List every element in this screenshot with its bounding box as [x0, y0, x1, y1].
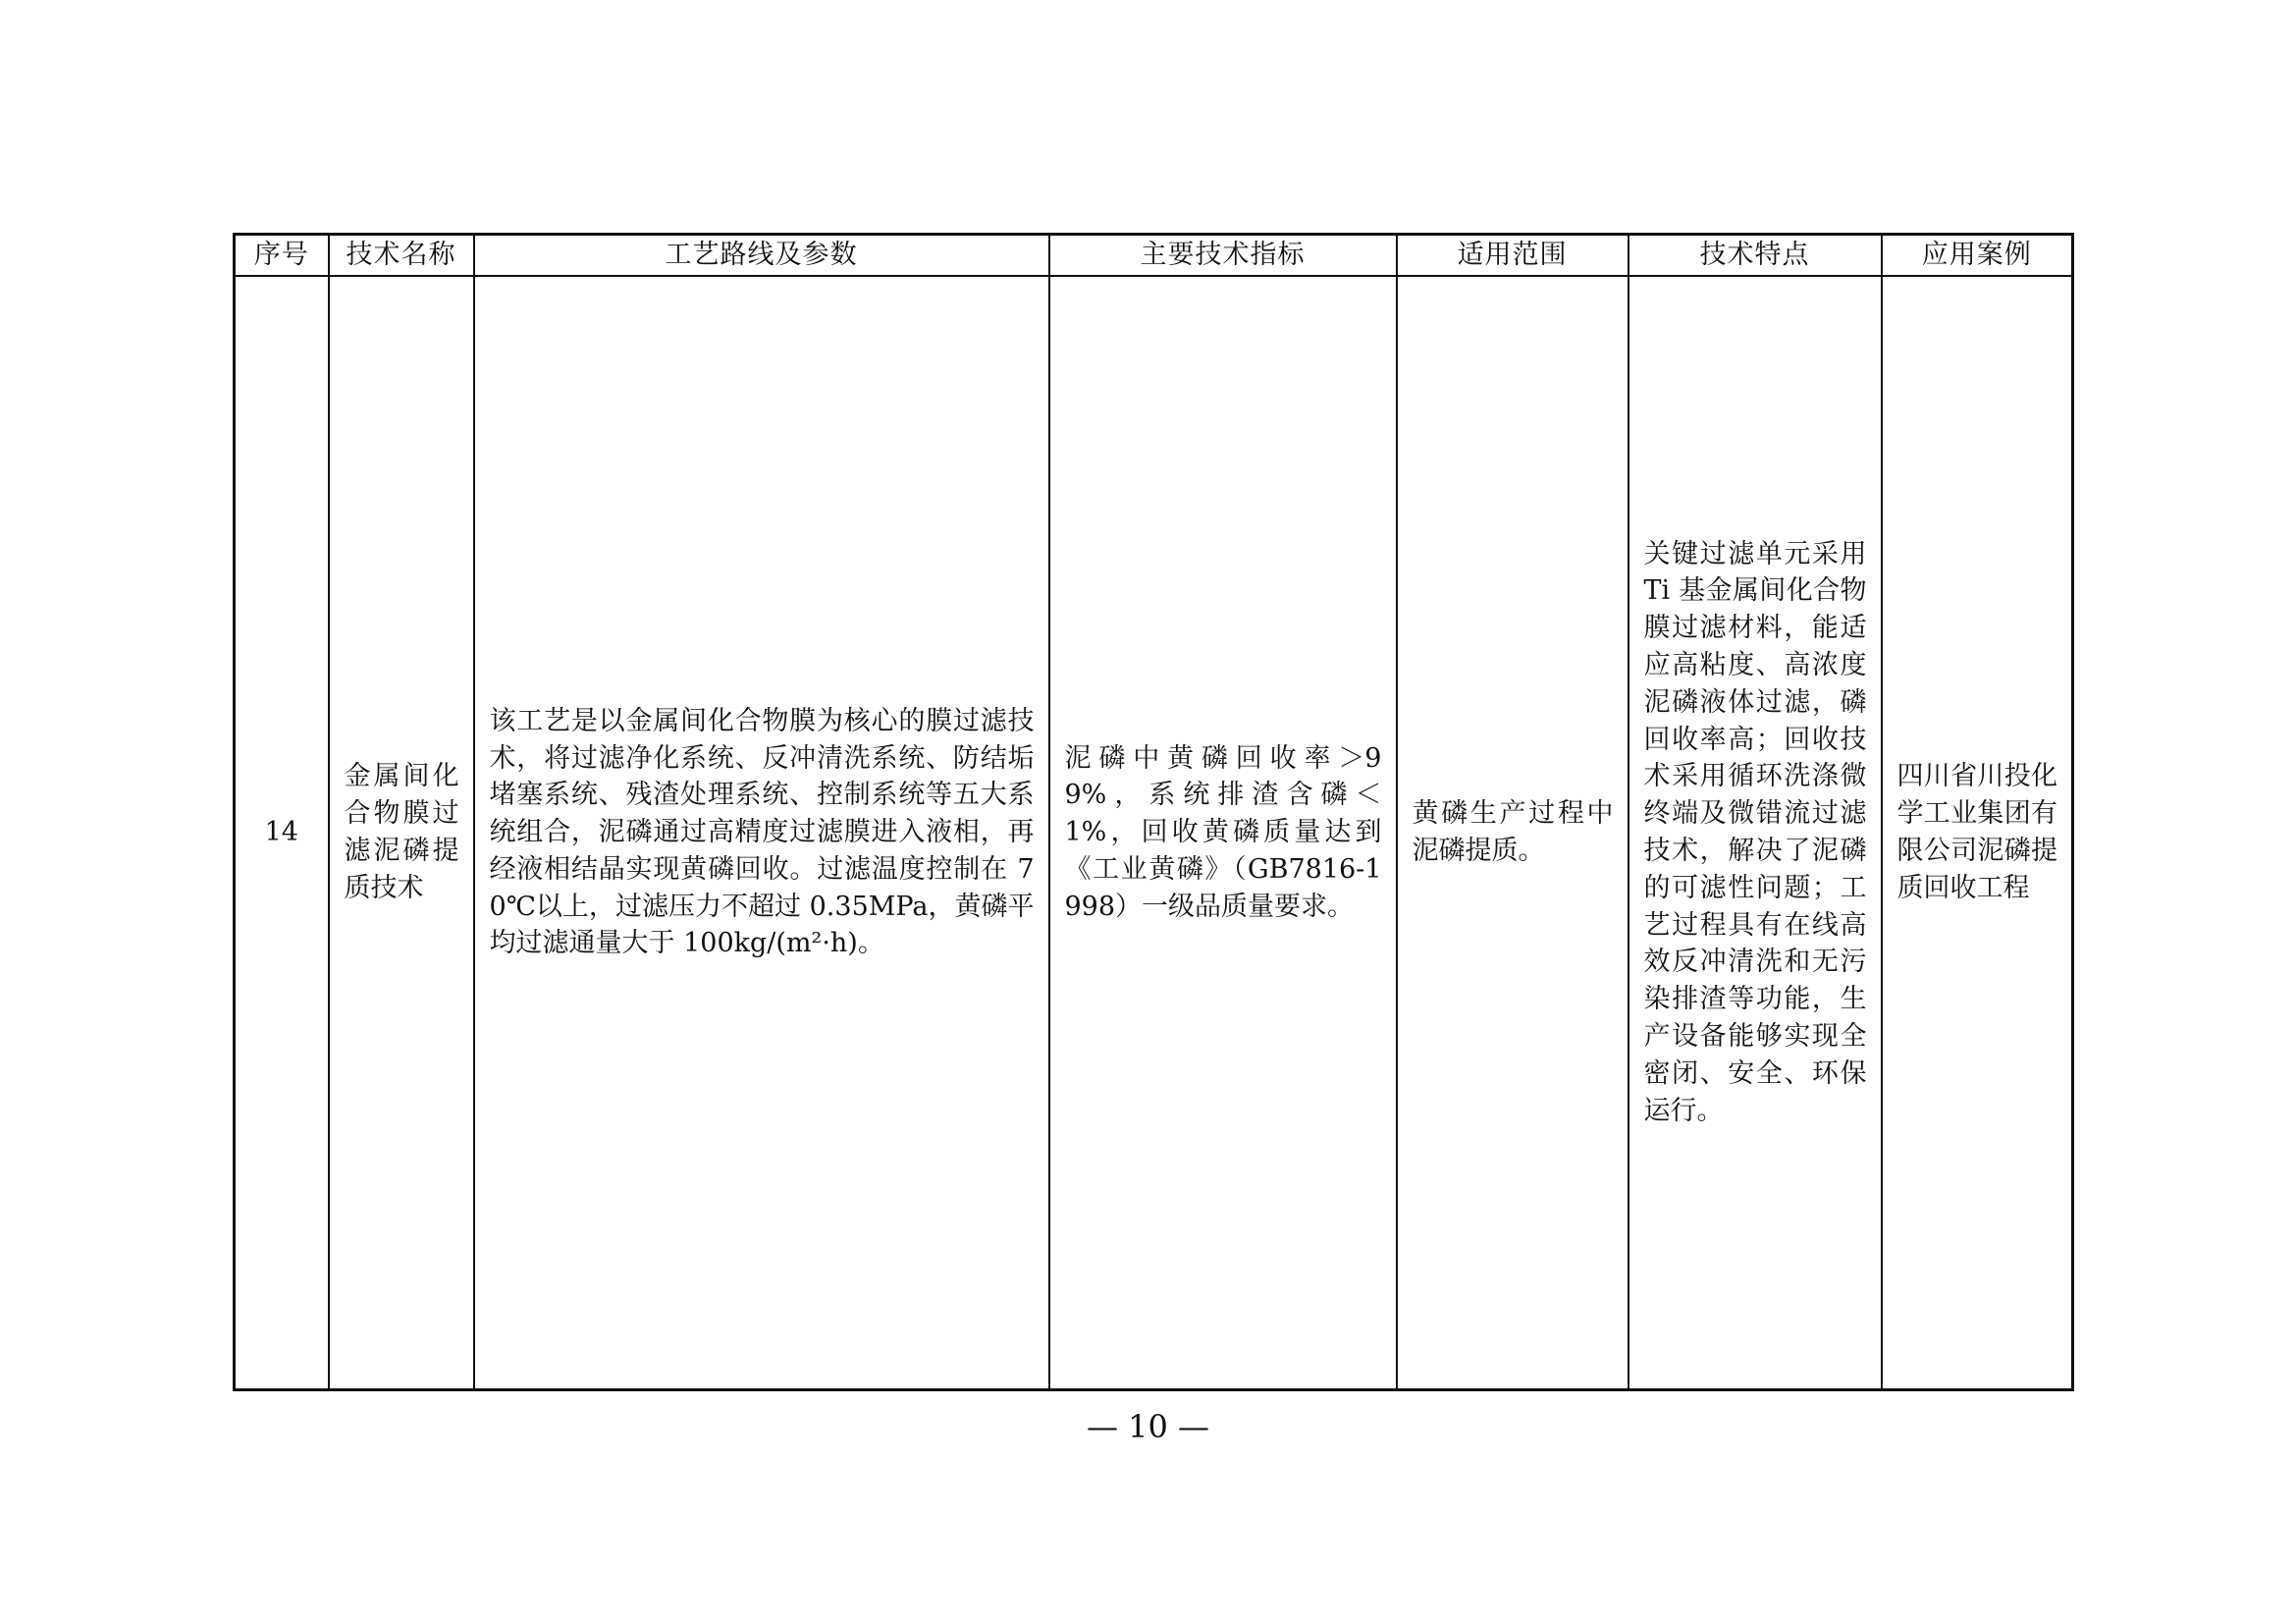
table-header [235, 235, 2073, 277]
cell-features [1629, 276, 1882, 1390]
table-row [235, 276, 2073, 1390]
technology-table [233, 233, 2074, 1391]
header-row [235, 235, 2073, 277]
serial-number-text: 14 [264, 817, 298, 848]
process-route-text: 该工艺是以金属间化合物膜为核心的膜过滤技术，将过滤净化系统、反冲清洗系统、防结垢堵塞系统、残渣处理系统、控制系统等五大系统组合，泥磷通过高精度过滤膜进入液相，再经液相结晶实现黄磷回收。过滤温度控制在 70℃以上，过滤压力不超过 0.35MPa，黄磷平均过滤通量大于 100kg/(m²·h)。 [489, 705, 1035, 959]
features-text: 关键过滤单元采用 Ti 基金属间化合物膜过滤材料，能适应高粘度、高浓度泥磷液体过滤，磷回收率高；回收技术采用循环洗涤微终端及微错流过滤技术，解决了泥磷的可滤性问题；工艺过程具有在线高效反冲清洗和无污染排渣等功能，生产设备能够实现全密闭、安全、环保运行。 [1643, 538, 1867, 1126]
header-serial-number: 序号 [235, 235, 329, 277]
table-body [235, 276, 2073, 1390]
header-application-case: 应用案例 [1882, 235, 2073, 277]
scope-text: 黄磷生产过程中泥磷提质。 [1412, 798, 1614, 866]
technology-name-text: 金属间化合物膜过滤泥磷提质技术 [344, 761, 459, 903]
cell-process-route [474, 276, 1049, 1390]
cell-serial-number [235, 276, 329, 1390]
header-main-indicators: 主要技术指标 [1049, 235, 1397, 277]
cell-main-indicators [1049, 276, 1397, 1390]
application-case-text: 四川省川投化学工业集团有限公司泥磷提质回收工程 [1896, 761, 2057, 903]
header-process-route: 工艺路线及参数 [474, 235, 1049, 277]
header-features: 技术特点 [1629, 235, 1882, 277]
cell-application-case [1882, 276, 2073, 1390]
cell-scope [1397, 276, 1629, 1390]
page-number: — 10 — [1086, 1408, 1210, 1445]
cell-technology-name [329, 276, 474, 1390]
main-indicators-text: 泥磷中黄磷回收率＞99%，系统排渣含磷＜1%，回收黄磷质量达到《工业黄磷》（GB7816-1998）一级品质量要求。 [1064, 742, 1382, 922]
header-scope: 适用范围 [1397, 235, 1629, 277]
header-technology-name: 技术名称 [329, 235, 474, 277]
